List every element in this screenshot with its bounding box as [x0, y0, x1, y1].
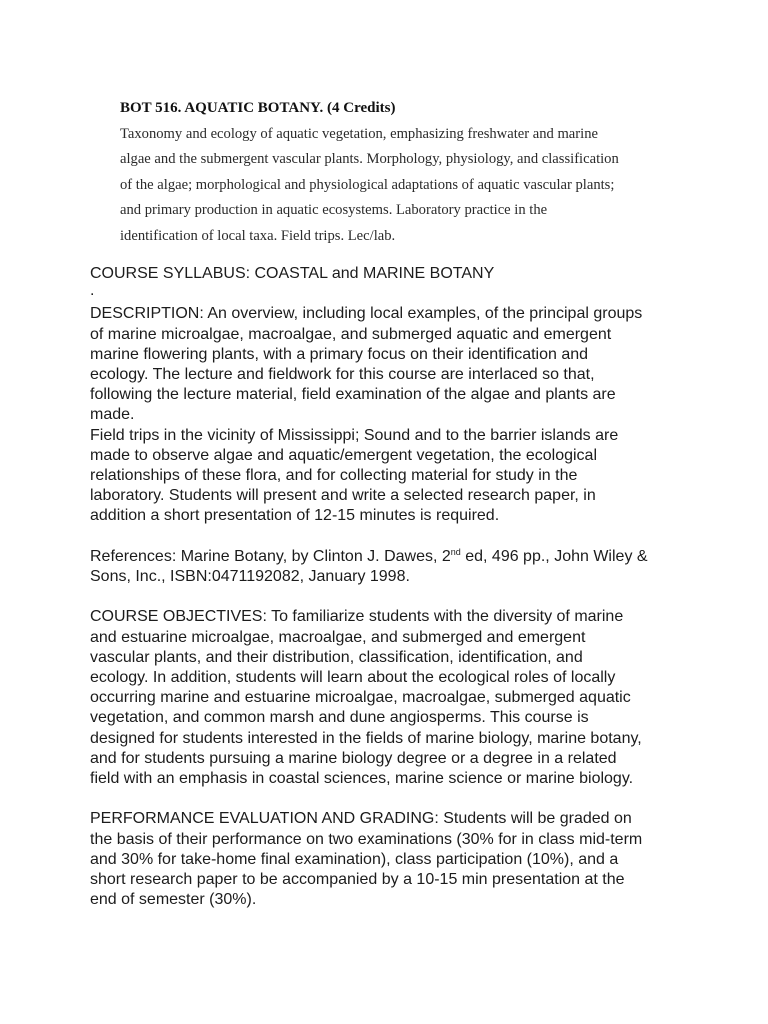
catalog-line: Taxonomy and ecology of aquatic vegetation, emphasizing freshwater and marine — [120, 125, 598, 142]
objectives-paragraph — [90, 607, 690, 789]
catalog-line: identification of local taxa. Field trips. Lec/lab. — [120, 227, 396, 244]
field-trips-line: addition a short presentation of 12-15 minutes is required. — [90, 507, 500, 525]
grading-paragraph — [90, 809, 690, 910]
description-paragraph — [90, 304, 690, 425]
catalog-title: BOT 516. AQUATIC BOTANY. (4 Credits) — [120, 100, 396, 116]
catalog-line: and primary production in aquatic ecosystems. Laboratory practice in the — [120, 202, 548, 218]
catalog-line: of the algae; morphological and physiological adaptations of aquatic vascular plants; — [120, 176, 615, 193]
description-line: of marine microalgae, macroalgae, and submerged aquatic and emergent — [90, 325, 612, 343]
grading-line: end of semester (30%). — [90, 891, 257, 909]
field-trips-paragraph — [90, 426, 690, 527]
separator: . — [90, 282, 95, 300]
catalog-entry — [120, 96, 680, 249]
syllabus-body — [90, 264, 690, 910]
description-line: marine flowering plants, with a primary focus on their identification and — [90, 345, 589, 363]
grading-line: and 30% for take-home final examination), class participation (10%), and a — [90, 850, 619, 868]
description-line: made. — [90, 406, 135, 424]
objectives-line: vascular plants, and their distribution, classification, identification, and — [90, 648, 583, 666]
grading-line: short research paper to be accompanied by a 10-15 min presentation at the — [90, 871, 625, 889]
objectives-line: designed for students interested in the fields of marine biology, marine botany, — [90, 729, 642, 747]
ordinal-suffix: nd — [450, 546, 461, 557]
paragraph-gap — [90, 527, 690, 547]
paragraph-gap — [90, 587, 690, 607]
syllabus-heading: COURSE SYLLABUS: COASTAL and MARINE BOTANY — [90, 265, 495, 282]
objectives-line: field with an emphasis in coastal sciences, marine science or marine biology. — [90, 770, 634, 788]
objectives-line: ecology. In addition, students will learn about the ecological roles of locally — [90, 669, 616, 687]
grading-line: PERFORMANCE EVALUATION AND GRADING: Students will be graded on — [90, 810, 632, 828]
description-line: following the lecture material, field examination of the algae and plants are — [90, 386, 616, 404]
field-trips-line: laboratory. Students will present and write a selected research paper, in — [90, 487, 596, 505]
catalog-line: algae and the submergent vascular plants. Morphology, physiology, and classification — [120, 151, 619, 167]
references-line: Sons, Inc., ISBN:0471192082, January 1998. — [90, 568, 410, 586]
references-line: References: Marine Botany, by Clinton J. Dawes, 2nd ed, 496 pp., John Wiley & — [90, 546, 648, 565]
paragraph-gap — [90, 789, 690, 809]
objectives-line: and for students pursuing a marine biology degree or a degree in a related — [90, 749, 617, 767]
objectives-line: and estuarine microalgae, macroalgae, and submerged and emergent — [90, 628, 586, 646]
description-line: DESCRIPTION: An overview, including local examples, of the principal groups — [90, 305, 643, 323]
references-paragraph — [90, 547, 690, 587]
field-trips-line: Field trips in the vicinity of Mississippi; Sound and to the barrier islands are — [90, 426, 619, 444]
objectives-line: COURSE OBJECTIVES: To familiarize students with the diversity of marine — [90, 608, 624, 626]
field-trips-line: made to observe algae and aquatic/emergent vegetation, the ecological — [90, 446, 598, 464]
objectives-line: vegetation, and common marsh and dune angiosperms. This course is — [90, 709, 589, 727]
description-line: ecology. The lecture and fieldwork for this course are interlaced so that, — [90, 366, 595, 383]
field-trips-line: relationships of these flora, and for collecting material for study in the — [90, 467, 578, 485]
grading-line: the basis of their performance on two examinations (30% for in class mid-term — [90, 830, 643, 848]
objectives-line: occurring marine and estuarine microalgae, macroalgae, submerged aquatic — [90, 689, 631, 707]
